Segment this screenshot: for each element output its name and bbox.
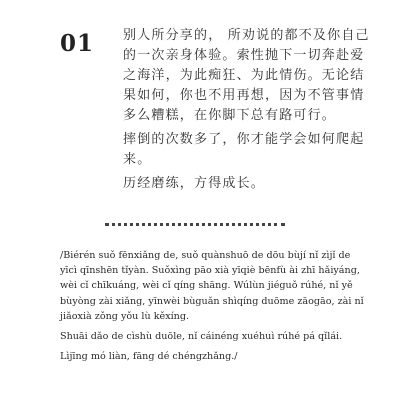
chinese-paragraph: 别人所分享的， 所劝说的都不及你自己的一次亲身体验。索性抛下一切奔赴爱之海洋，为此痴狂、为此情伤。无论结果如何，你也不用再想，因为不管事情多么糟糕，在你脚下总有路可行。 — [123, 28, 370, 123]
section-number: 01 — [60, 30, 95, 57]
pinyin-paragraph: Shuāi dǎo de cìshù duōle, nǐ cáinéng xuéhuì rúhé pá qǐlái. — [60, 331, 343, 343]
dotted-divider — [105, 223, 285, 226]
chinese-paragraph: 历经磨练，方得成长。 — [123, 176, 266, 191]
chinese-paragraph: 摔倒的次数多了，你才能学会如何爬起来。 — [123, 132, 365, 167]
pinyin-text-block — [60, 248, 370, 369]
pinyin-paragraph: /Biérén suǒ fēnxiǎng de, suǒ quànshuō de dōu bùjí nǐ zìjǐ de yīcì qīnshēn tǐyàn. Suǒxìng pāo xià yīqiè bēnfù ài zhī hǎiyáng, wèi cǐ chīkuáng, wèi cǐ qíng shāng. Wúlùn jiéguǒ rúhé, nǐ yě bùyòng zài xiǎng, yīnwèi bùguǎn shìqíng duōme zāogāo, zài nǐ jiǎoxià zǒng yǒu lù kěxíng. — [60, 250, 364, 322]
pinyin-paragraph: Lìjīng mó liàn, fāng dé chéngzhǎng./ — [60, 351, 238, 363]
chinese-text-block — [123, 26, 375, 198]
